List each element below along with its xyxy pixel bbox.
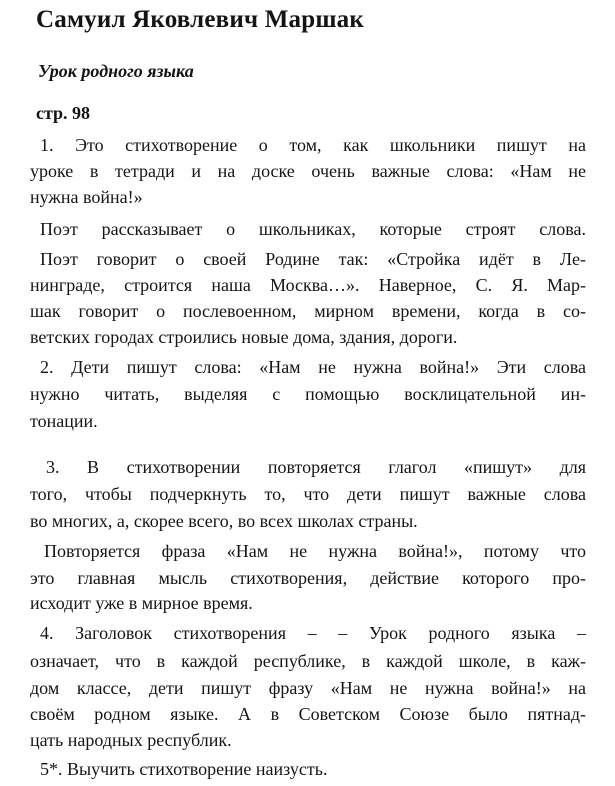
text-line: нужно читать, выделяя с помощью восклицательной ин-: [30, 384, 586, 404]
text-line: означает, что в каждой республике, в каждой школе, в каж-: [30, 651, 586, 671]
text-line: своём родном языке. А в Советском Союзе было пятнад-: [30, 704, 586, 724]
text-line: 4. Заголовок стихотворения – – Урок родного языка –: [40, 623, 586, 643]
text-line: тонации.: [30, 411, 98, 431]
text-line: цать народных республик.: [30, 730, 232, 750]
text-line: шак говорит о послевоенном, мирном времени, когда в со-: [30, 301, 586, 321]
text-line: того, чтобы подчеркнуть то, что дети пишут важные слова: [30, 484, 586, 504]
author-title: Самуил Яковлевич Маршак: [36, 6, 364, 33]
text-line: дом классе, дети пишут фразу «Нам не нужна война!» на: [30, 678, 586, 698]
text-line: это главная мысль стихотворения, действие которого про-: [30, 568, 586, 588]
text-line: ветских городах строились новые дома, здания, дороги.: [30, 327, 458, 347]
text-line: 5*. Выучить стихотворение наизусть.: [40, 759, 328, 779]
text-line: нужна война!»: [30, 187, 143, 207]
page-reference: стр. 98: [36, 103, 91, 123]
text-line: Поэт говорит о своей Родине так: «Стройка идёт в Ле-: [40, 249, 586, 269]
poem-subtitle: Урок родного языка: [38, 61, 194, 81]
text-line: нинграде, строится наша Москва…». Наверное, С. Я. Мар-: [30, 275, 586, 295]
text-line: 3. В стихотворении повторяется глагол «пишут» для: [46, 457, 586, 477]
text-line: исходит уже в мирное время.: [30, 593, 253, 613]
text-line: Поэт рассказывает о школьниках, которые строят слова.: [40, 219, 586, 239]
text-line: уроке в тетради и на доске очень важные слова: «Нам не: [30, 161, 586, 181]
text-line: 1. Это стихотворение о том, как школьники пишут на: [40, 135, 586, 155]
text-line: 2. Дети пишут слова: «Нам не нужна война!» Эти слова: [40, 357, 586, 377]
text-line: Повторяется фраза «Нам не нужна война!», потому что: [44, 541, 586, 561]
text-line: во многих, а, скорее всего, во всех школах страны.: [30, 511, 418, 531]
